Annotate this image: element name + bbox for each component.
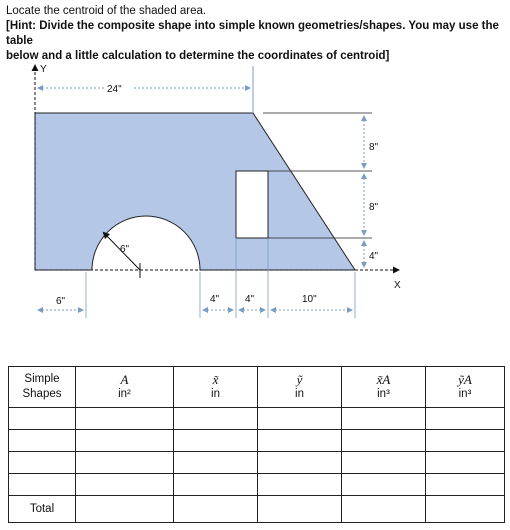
- table-cell[interactable]: [342, 430, 426, 452]
- centroid-table: [8, 366, 505, 523]
- table-cell[interactable]: [9, 408, 76, 430]
- table-total-row: [9, 496, 505, 523]
- table-cell[interactable]: [258, 474, 342, 496]
- composite-shape-figure: [0, 50, 510, 330]
- rect-width-dimension: 4": [245, 294, 255, 305]
- top-width-dimension: 24": [107, 84, 122, 95]
- table-row: [9, 408, 505, 430]
- table-row: [9, 474, 505, 496]
- table-row: [9, 430, 505, 452]
- table-cell[interactable]: [76, 474, 174, 496]
- table-cell[interactable]: [426, 496, 505, 523]
- table-cell[interactable]: [258, 496, 342, 523]
- radius-dimension: 6": [120, 244, 130, 255]
- y-axis-label: Y: [40, 64, 47, 75]
- table-cell[interactable]: [76, 408, 174, 430]
- table-cell[interactable]: [76, 496, 174, 523]
- header-simple-shapes: Simple Shapes: [9, 367, 76, 408]
- table-cell[interactable]: [9, 474, 76, 496]
- right-dim-middle: 8": [369, 202, 379, 213]
- table-cell[interactable]: [342, 452, 426, 474]
- table-cell[interactable]: [174, 430, 258, 452]
- table-cell[interactable]: [9, 452, 76, 474]
- table-cell[interactable]: [258, 408, 342, 430]
- x-axis-label: X: [394, 280, 401, 291]
- table-cell[interactable]: [426, 474, 505, 496]
- hint-line-1: [Hint: Divide the composite shape into simple known geometries/shapes. You may use the table: [6, 20, 499, 47]
- table-cell[interactable]: [174, 452, 258, 474]
- header-area: A in²: [76, 367, 174, 408]
- table-header-row: [9, 367, 505, 408]
- right-dim-lower: 4": [369, 251, 379, 262]
- left-offset-dimension: 6": [56, 296, 66, 307]
- table-row: [9, 452, 505, 474]
- header-y-tilde: ỹ in: [258, 367, 342, 408]
- rectangular-cutout: [236, 171, 268, 238]
- table-cell[interactable]: [342, 496, 426, 523]
- table-cell[interactable]: [342, 474, 426, 496]
- table-cell[interactable]: [426, 430, 505, 452]
- right-base-dimension: 10": [302, 294, 317, 305]
- table-cell[interactable]: [174, 496, 258, 523]
- table-cell[interactable]: [258, 452, 342, 474]
- header-x-tilde-a: x̃A in³: [342, 367, 426, 408]
- table-cell[interactable]: [76, 452, 174, 474]
- shaded-area: [35, 113, 355, 270]
- table-cell[interactable]: [9, 430, 76, 452]
- header-x-tilde: x̃ in: [174, 367, 258, 408]
- rect-left-dimension: 4": [210, 294, 220, 305]
- table-cell[interactable]: [342, 408, 426, 430]
- table-cell[interactable]: [174, 408, 258, 430]
- hint-line-2: below and a little calculation to determine the coordinates of centroid]: [6, 50, 390, 62]
- table-cell[interactable]: [76, 430, 174, 452]
- header-y-tilde-a: ỹA in³: [426, 367, 505, 408]
- total-label: Total: [9, 496, 76, 523]
- table-cell[interactable]: [426, 452, 505, 474]
- right-dim-upper: 8": [369, 142, 379, 153]
- problem-title: Locate the centroid of the shaded area.: [6, 5, 207, 17]
- table-cell[interactable]: [258, 430, 342, 452]
- table-cell[interactable]: [426, 408, 505, 430]
- table-cell[interactable]: [174, 474, 258, 496]
